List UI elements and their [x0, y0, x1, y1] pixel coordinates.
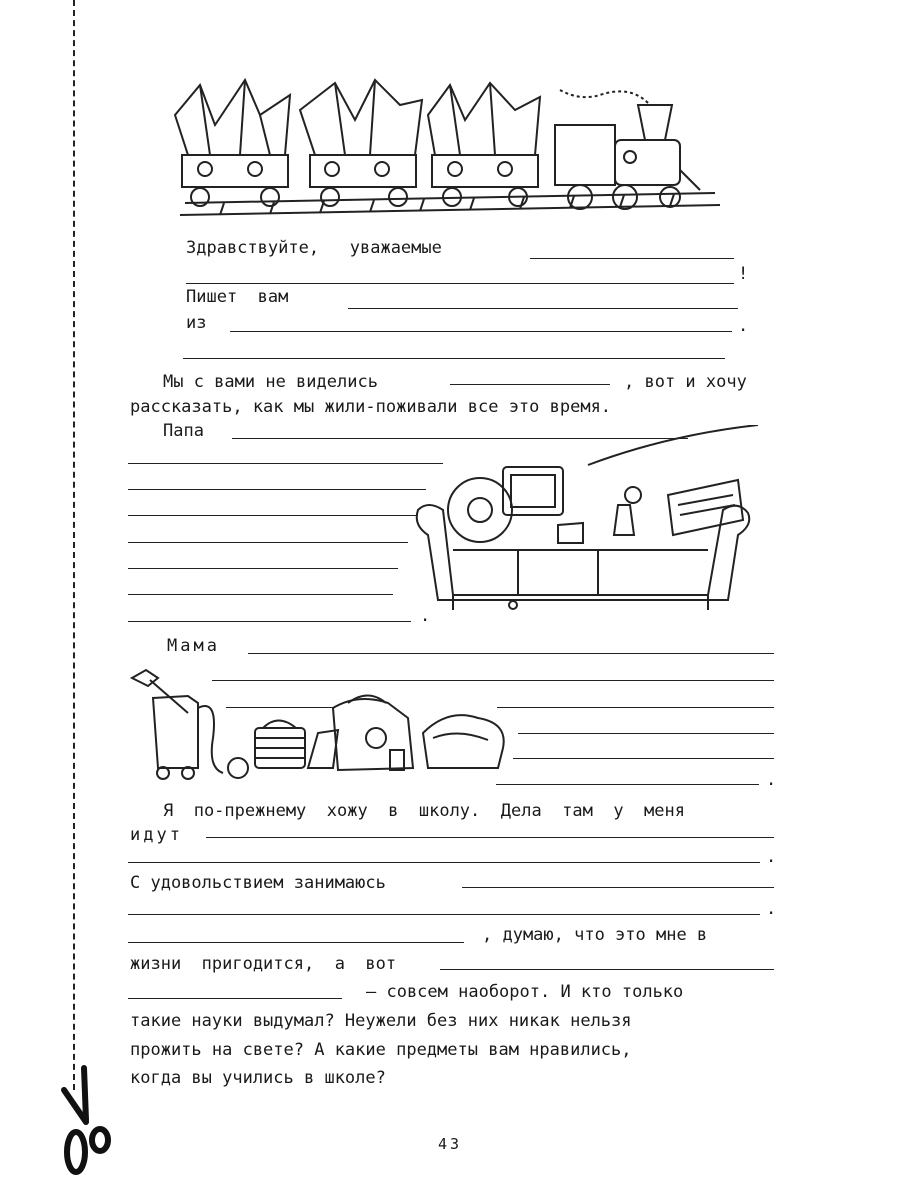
period: . [766, 770, 777, 790]
question-line-2: прожить на свете? А какие предметы вам нравились, [130, 1040, 632, 1060]
blank-line[interactable] [348, 308, 738, 309]
writes-to-you-text: Пишет вам [186, 287, 289, 307]
greeting-text: Здравствуйте, уважаемые [186, 238, 442, 258]
from-text: из [186, 313, 207, 333]
think-text: , думаю, что это мне в [482, 925, 708, 945]
scissors-icon [56, 1060, 116, 1180]
paragraph-1-end: , вот и хочу [624, 372, 747, 392]
opposite-text: — совсем наоборот. И кто только [366, 982, 684, 1002]
period: . [738, 316, 749, 336]
life-text: жизни пригодится, а вот [130, 954, 397, 974]
period: . [766, 847, 777, 867]
period: . [766, 899, 777, 919]
blank-line[interactable] [518, 733, 774, 734]
blank-line[interactable] [128, 515, 418, 516]
enjoy-text: С удовольствием занимаюсь [130, 873, 386, 893]
school-line-1: Я по-прежнему хожу в школу. Дела там у меня [163, 801, 685, 821]
chores-illustration [128, 658, 513, 783]
blank-line[interactable] [530, 258, 734, 259]
exclamation-mark: ! [738, 264, 749, 284]
train-illustration [160, 75, 740, 225]
blank-line[interactable] [462, 887, 774, 888]
blank-line[interactable] [513, 758, 774, 759]
cut-line [73, 0, 75, 1090]
blank-line[interactable] [183, 358, 725, 359]
blank-line[interactable] [128, 862, 760, 863]
blank-line[interactable] [128, 489, 426, 490]
question-line-3: когда вы учились в школе? [130, 1068, 386, 1088]
blank-line[interactable] [186, 283, 734, 284]
question-line-1: такие науки выдумал? Неужели без них никак нельзя [130, 1011, 632, 1031]
blank-line[interactable] [128, 621, 411, 622]
blank-line[interactable] [496, 784, 759, 785]
blank-line[interactable] [248, 653, 774, 654]
blank-line[interactable] [128, 542, 408, 543]
blank-line[interactable] [230, 331, 732, 332]
blank-line[interactable] [128, 942, 464, 943]
blank-line[interactable] [128, 568, 398, 569]
paragraph-1-line-2: рассказать, как мы жили-поживали все это время. [130, 397, 612, 417]
blank-line[interactable] [450, 384, 610, 385]
page-number: 43 [437, 1135, 463, 1153]
blank-line[interactable] [128, 463, 443, 464]
sofa-illustration [408, 425, 758, 620]
school-line-2: идут [130, 825, 183, 845]
blank-line[interactable] [497, 707, 774, 708]
period: . [420, 606, 431, 626]
blank-line[interactable] [128, 594, 393, 595]
paragraph-1-start: Мы с вами не виделись [163, 372, 378, 392]
blank-line[interactable] [440, 969, 774, 970]
blank-line[interactable] [128, 914, 760, 915]
dad-label: Папа [163, 421, 204, 441]
blank-line[interactable] [206, 837, 774, 838]
mom-label: Мама [167, 636, 220, 656]
blank-line[interactable] [128, 998, 342, 999]
